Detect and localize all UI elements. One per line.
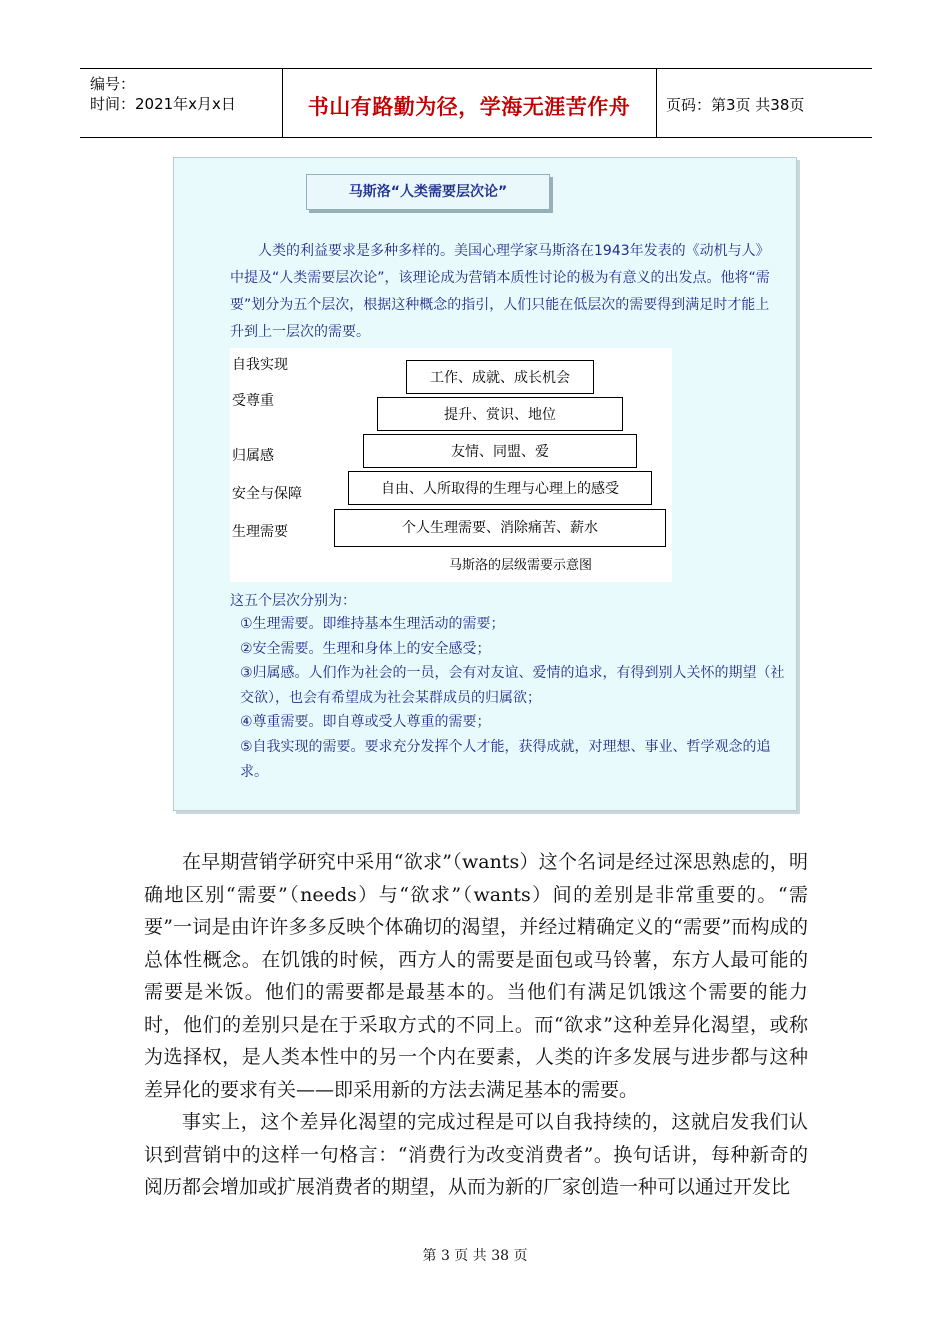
page-indicator: 页码：第3页 共38页	[666, 96, 805, 114]
header-right-cell	[656, 69, 872, 137]
header-table	[80, 68, 872, 138]
diagram-caption: 马斯洛的层级需要示意图	[448, 558, 592, 573]
levels-heading: 这五个层次分别为：	[230, 593, 356, 609]
tier-belonging: 友情、同盟、爱	[363, 434, 637, 468]
level-label-belonging: 归属感	[232, 448, 274, 464]
header-center-cell	[282, 69, 657, 137]
level-item: ①生理需要。即维持基本生理活动的需要；	[240, 616, 505, 632]
level-item: ⑤自我实现的需要。要求充分发挥个人才能，获得成就，对理想、事业、哲学观念的追求。	[240, 738, 771, 780]
level-label-safety: 安全与保障	[232, 486, 302, 502]
header-left-cell	[80, 69, 283, 137]
level-item: ④尊重需要。即自尊或受人尊重的需要；	[240, 714, 491, 731]
figure-title: 马斯洛“人类需要层次论”	[306, 174, 550, 210]
level-item: ③归属感。人们作为社会的一员，会有对友谊、爱情的追求，有得到别人关怀的期望（社交欲），也会有希望成为社会某群成员的归属欲；	[240, 665, 785, 706]
figure-intro: 人类的利益要求是多种多样的。美国心理学家马斯洛在1943年发表的《动机与人》中提及“人类需要层次论”，该理论成为营销本质性讨论的极为有意义的出发点。他将“需要”划分为五个层次，根据这种概念的指引，人们只能在低层次的需要得到满足时才能上升到上一层次的需要。	[230, 243, 770, 340]
level-item: ②安全需要。生理和身体上的安全感受；	[240, 640, 491, 657]
header-motto: 书山有路勤为径，学海无涯苦作舟	[307, 95, 631, 119]
maslow-figure	[173, 157, 797, 811]
document-date: 时间：2021年x月x日	[90, 95, 236, 113]
levels-list	[240, 612, 785, 784]
hierarchy-diagram	[230, 348, 672, 582]
body-paragraph: 事实上，这个差异化渴望的完成过程是可以自我持续的，这就启发我们认识到营销中的这样一句格言：“消费行为改变消费者”。换句话讲，每种新奇的阅历都会增加或扩展消费者的期望，从而为新的厂家创造一种可以通过开发比	[144, 1111, 808, 1198]
tier-safety: 自由、人所取得的生理与心理上的感受	[348, 471, 652, 505]
level-label-self-actualization: 自我实现	[232, 357, 288, 373]
tier-esteem: 提升、赏识、地位	[377, 397, 623, 431]
page-footer: 第 3 页 共 38 页	[422, 1248, 528, 1264]
level-label-esteem: 受尊重	[232, 393, 274, 409]
tier-self-actualization: 工作、成就、成长机会	[406, 360, 594, 394]
body-paragraph: 在早期营销学研究中采用“欲求”（wants）这个名词是经过深思熟虑的，明确地区别“需要”（needs）与“欲求”（wants）间的差别是非常重要的。“需要”一词是由许许多多反映个体确切的渴望，并经过精确定义的“需要”而构成的总体性概念。在饥饿的时候，西方人的需要是面包或马铃薯，东方人最可能的需要是米饭。他们的需要都是最基本的。当他们有满足饥饿这个需要的能力时，他们的差别只是在于采取方式的不同上。而“欲求”这种差异化渴望，或称为选择权，是人类本性中的另一个内在要素，人类的许多发展与进步都与这种差异化的要求有关——即采用新的方法去满足基本的需要。	[144, 851, 808, 1101]
body-text	[144, 846, 808, 1204]
tier-physiological: 个人生理需要、消除痛苦、薪水	[334, 509, 666, 547]
document-number: 编号：	[90, 75, 136, 93]
level-label-physiological: 生理需要	[232, 524, 288, 540]
